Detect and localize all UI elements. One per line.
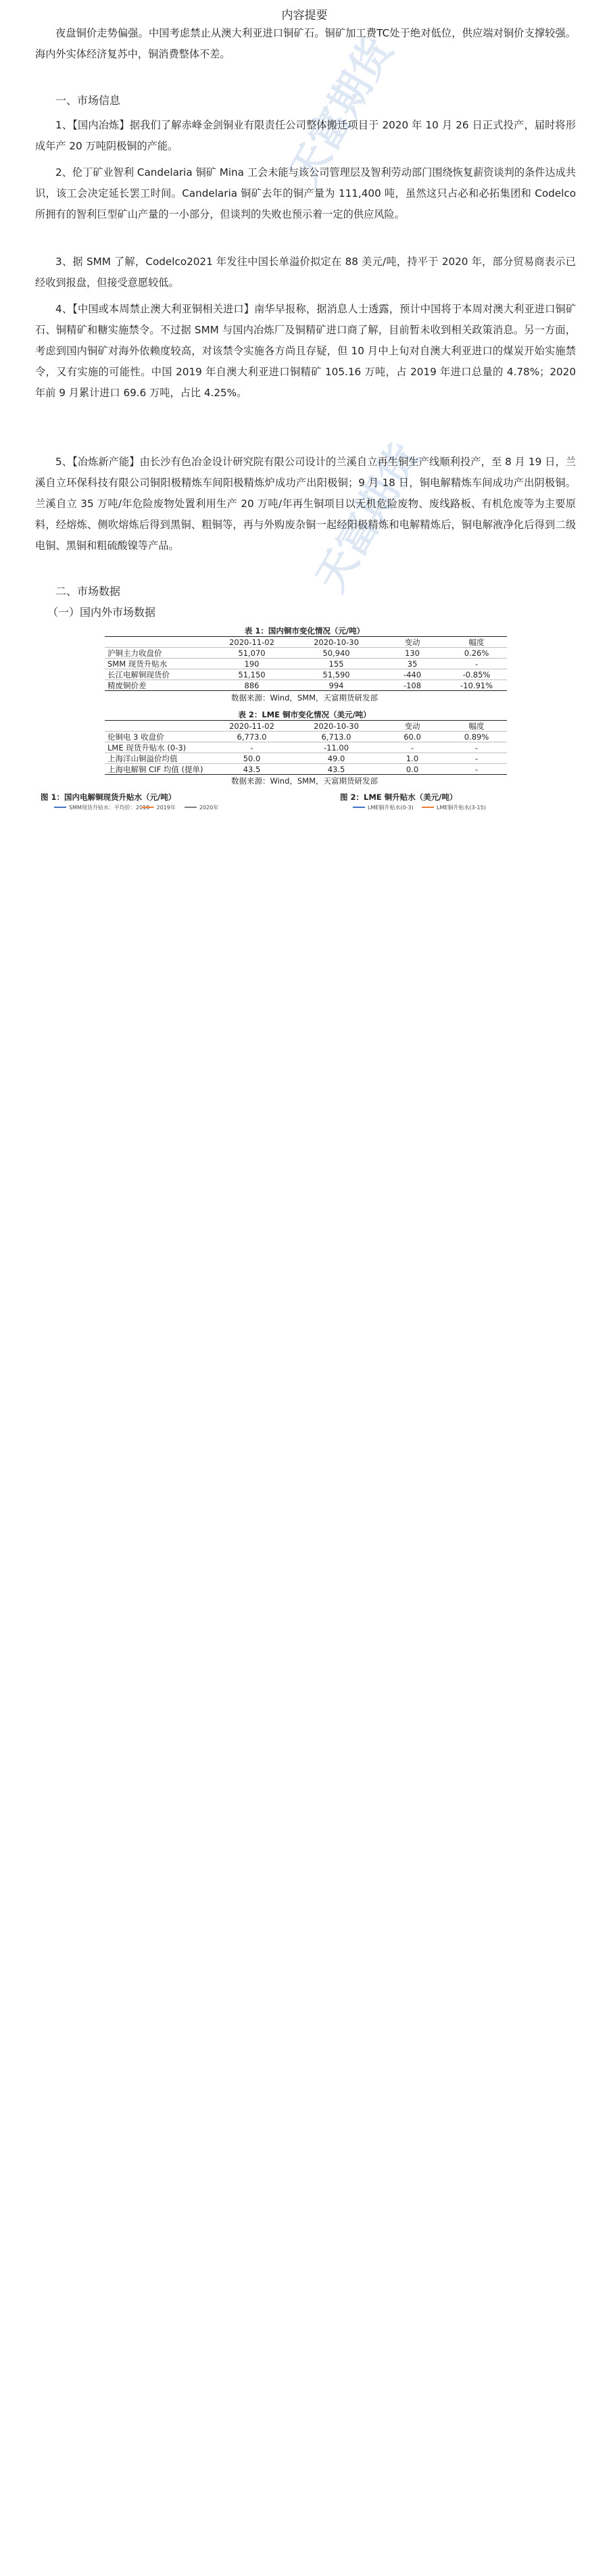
table-2 bbox=[105, 720, 507, 775]
table-cell: - bbox=[446, 659, 507, 669]
news-text: 南华早报称，据消息人士透露，预计中国将于本周对澳大利亚进口铜矿石、铜精矿和糖实施禁令。不过据 SMM 与国内冶炼厂及铜精矿进口商了解，目前暂未收到相关政策消息。另一方面，考虑到国内铜矿对海外依赖度较高，对该禁令实施各方尚且存疑，但 10 月中上旬对自澳大利亚进口的煤炭开始实施禁令，又有实施的可能性。中国 2019 年自澳大利亚进口铜精矿 105.16 万吨，占 2019 年进口总量的 4.78%；2020 年前 9 月累计进口 69.6 万吨，占比 4.25%。 bbox=[35, 303, 577, 399]
page-title: 内容提要 bbox=[281, 9, 328, 22]
table-2-source: 数据来源：Wind，SMM，天富期货研发部 bbox=[230, 776, 379, 786]
subsection-heading-domestic-overseas: （一）国内外市场数据 bbox=[47, 606, 156, 619]
table-cell: 上海洋山铜溢价均值 bbox=[105, 753, 210, 764]
table-cell: 155 bbox=[294, 659, 379, 669]
table-header-cell bbox=[105, 637, 210, 648]
table-cell: - bbox=[210, 742, 294, 753]
news-lead: 3、 bbox=[55, 256, 73, 268]
table-cell: -10.91% bbox=[446, 680, 507, 691]
news-lead: 1、 bbox=[55, 119, 73, 131]
table-cell: 994 bbox=[294, 680, 379, 691]
news-item-1 bbox=[35, 115, 576, 157]
report-page bbox=[0, 0, 609, 811]
table-cell: -440 bbox=[379, 669, 446, 680]
table-cell: 6,773.0 bbox=[210, 732, 294, 742]
news-text: 据我们了解赤峰金剑铜业有限责任公司整体搬迁项目于 2020 年 10 月 26 日正式投产，届时将形成年产 20 万吨阴极铜的产能。 bbox=[35, 119, 576, 152]
table-cell: 上海电解铜 CIF 均值 (提单) bbox=[105, 764, 210, 775]
table-cell: 35 bbox=[379, 659, 446, 669]
table-cell: - bbox=[446, 742, 507, 753]
table-cell: -11.00 bbox=[294, 742, 379, 753]
table-1-source: 数据来源：Wind，SMM，天富期货研发部 bbox=[230, 693, 379, 702]
table-1 bbox=[105, 636, 507, 691]
table-cell: 49.0 bbox=[294, 753, 379, 764]
table-cell: -0.85% bbox=[446, 669, 507, 680]
table-header-cell: 变动 bbox=[379, 637, 446, 648]
table-header-cell: 幅度 bbox=[446, 637, 507, 648]
table-row bbox=[105, 648, 507, 659]
figure-2-chart bbox=[326, 802, 596, 811]
news-text: 据 SMM 了解，Codelco2021 年发往中国长单溢价拟定在 88 美元/吨，持平于 2020 年，部分贸易商表示已经收到报盘，但接受意愿较低。 bbox=[35, 256, 576, 289]
figure-1-caption: 图 1：国内电解铜现货升贴水（元/吨） bbox=[41, 792, 176, 802]
table-cell: 0.89% bbox=[446, 732, 507, 742]
table-header-cell: 2020-10-30 bbox=[294, 637, 379, 648]
table-cell: LME 现货升贴水 (0-3) bbox=[105, 742, 210, 753]
table-cell: - bbox=[446, 753, 507, 764]
table-header-row bbox=[105, 637, 507, 648]
table-row bbox=[105, 732, 507, 742]
news-tag: 【国内冶炼】 bbox=[72, 119, 130, 131]
table-row bbox=[105, 753, 507, 764]
table-cell: 50.0 bbox=[210, 753, 294, 764]
table-cell: 6,713.0 bbox=[294, 732, 379, 742]
legend-label: LME铜升贴水(3-15) bbox=[437, 805, 486, 811]
table-cell: 43.5 bbox=[294, 764, 379, 775]
table-cell: 43.5 bbox=[210, 764, 294, 775]
news-text: 由长沙有色冶金设计研究院有限公司设计的兰溪自立再生铜生产线顺利投产，至 8 月 19 日，兰溪自立环保科技有限公司铜阳极精炼车间阳极精炼炉成功产出阳极铜；9 月 18 日，铜电解精炼车间成功产出阴极铜。兰溪自立 35 万吨/年危险废物处置利用生产 20 万吨/年再生铜项目以无机危险废物、废线路板、有机危废等为主要原料，经熔炼、侧吹熔炼后得到黑铜、粗铜等，再与外购废杂铜一起经阳极精炼和电解精炼后，铜电解液净化后得到二级电铜、黑铜和粗硫酸镍等产品。 bbox=[35, 456, 576, 552]
figure-2-caption: 图 2：LME 铜升贴水（美元/吨） bbox=[340, 792, 458, 802]
table-cell: 60.0 bbox=[379, 732, 446, 742]
table-cell: 1.0 bbox=[379, 753, 446, 764]
news-tag: 【中国或本周禁止澳大利亚铜相关进口】 bbox=[72, 303, 255, 315]
table-header-cell: 幅度 bbox=[446, 721, 507, 732]
table-2-caption: 表 2：LME 铜市变化情况（美元/吨） bbox=[238, 710, 371, 719]
table-row bbox=[105, 764, 507, 775]
news-item-3 bbox=[35, 252, 576, 293]
table-row bbox=[105, 680, 507, 691]
legend-label: 2020年 bbox=[199, 805, 219, 811]
table-cell: 伦铜电 3 收盘价 bbox=[105, 732, 210, 742]
section-heading-market-info: 一、市场信息 bbox=[55, 94, 121, 107]
table-cell: 51,070 bbox=[210, 648, 294, 659]
table-header-cell: 2020-11-02 bbox=[210, 721, 294, 732]
news-lead: 2、 bbox=[55, 166, 72, 178]
legend-label: SMM现货升贴水：平均价：2018 bbox=[69, 805, 150, 811]
table-header-cell: 2020-10-30 bbox=[294, 721, 379, 732]
watermark: 天富期货 bbox=[307, 435, 429, 600]
section-heading-market-data: 二、市场数据 bbox=[55, 585, 121, 598]
news-lead: 4、 bbox=[55, 303, 73, 315]
table-row bbox=[105, 742, 507, 753]
table-cell: - bbox=[379, 742, 446, 753]
table-cell: 190 bbox=[210, 659, 294, 669]
table-cell: 0.0 bbox=[379, 764, 446, 775]
news-lead: 5、 bbox=[55, 456, 73, 468]
news-tag: 【冶炼新产能】 bbox=[72, 456, 140, 468]
summary-paragraph: 夜盘铜价走势偏强。中国考虑禁止从澳大利亚进口铜矿石。铜矿加工费TC处于绝对低位，供应端对铜价支撑较强。海内外实体经济复苏中，铜消费整体不差。 bbox=[35, 27, 576, 60]
table-cell: 沪铜主力收盘价 bbox=[105, 648, 210, 659]
table-cell: 130 bbox=[379, 648, 446, 659]
watermark: 天富期货 bbox=[280, 30, 402, 194]
table-header-cell: 2020-11-02 bbox=[210, 637, 294, 648]
legend-label: 2019年 bbox=[156, 805, 176, 811]
table-cell: 51,150 bbox=[210, 669, 294, 680]
table-cell: 50,940 bbox=[294, 648, 379, 659]
table-1-caption: 表 1：国内铜市变化情况（元/吨） bbox=[244, 626, 365, 636]
news-item-4 bbox=[35, 299, 576, 404]
table-cell: 长江电解铜现货价 bbox=[105, 669, 210, 680]
table-cell: SMM 现货升贴水 bbox=[105, 659, 210, 669]
table-cell: 886 bbox=[210, 680, 294, 691]
table-header-cell bbox=[105, 721, 210, 732]
table-row bbox=[105, 669, 507, 680]
table-cell: 精废铜价差 bbox=[105, 680, 210, 691]
news-item-2 bbox=[35, 162, 576, 225]
table-cell: 51,590 bbox=[294, 669, 379, 680]
news-text: 伦丁矿业智利 Candelaria 铜矿 Mina 工会未能与该公司管理层及智利劳动部门围绕恢复薪资谈判的条件达成共识，该工会决定延长罢工时间。Candelaria 铜矿去年的铜产量为 111,400 吨，虽然这只占必和必拓集团和 Codelco 所拥有的智利巨型矿山产量的一小部分，但谈判的失败也预示着一定的供应风险。 bbox=[35, 166, 576, 220]
table-header-row bbox=[105, 721, 507, 732]
table-cell: -108 bbox=[379, 680, 446, 691]
table-header-cell: 变动 bbox=[379, 721, 446, 732]
news-item-5 bbox=[35, 452, 576, 556]
figure-1-chart bbox=[27, 802, 297, 811]
legend-label: LME铜升贴水(0-3) bbox=[368, 805, 414, 811]
table-cell: - bbox=[446, 764, 507, 775]
table-row bbox=[105, 659, 507, 669]
table-cell: 0.26% bbox=[446, 648, 507, 659]
